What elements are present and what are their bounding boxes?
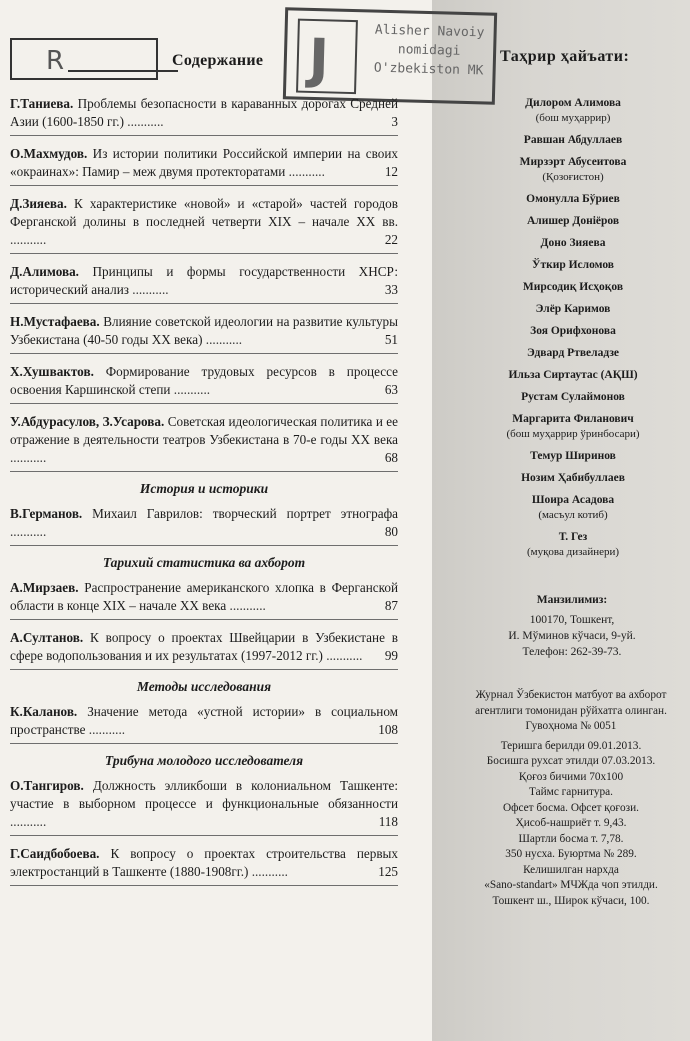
toc-entry-dots: ........... bbox=[285, 164, 325, 179]
toc-entry-author: У.Абдурасулов, З.Усарова. bbox=[10, 414, 165, 429]
board-member bbox=[498, 493, 648, 523]
toc-entry bbox=[10, 505, 398, 546]
board-member bbox=[498, 302, 648, 317]
toc-entry-title: Из истории политики Российской империи на своих «окраинах»: Памир – меж двумя протекторатами bbox=[10, 146, 399, 179]
table-of-contents bbox=[10, 95, 398, 895]
board-member-name: Ўткир Исломов bbox=[532, 259, 614, 271]
toc-entry-title: Значение метода «устной истории» в социальном пространстве bbox=[10, 704, 399, 737]
board-member-role: (масъул котиб) bbox=[538, 509, 608, 521]
toc-entry-page: 68 bbox=[384, 450, 398, 465]
toc-entry bbox=[10, 777, 398, 836]
board-member bbox=[498, 280, 648, 295]
board-member-name: Шоира Асадова bbox=[531, 494, 615, 506]
toc-section-heading: Методы исследования bbox=[136, 679, 272, 694]
imprint-line: Таймс гарнитура. bbox=[529, 786, 613, 798]
toc-entry-page: 108 bbox=[378, 722, 398, 737]
toc-entry bbox=[10, 845, 398, 886]
toc-entry-author: Д.Зияева. bbox=[10, 196, 67, 211]
stamp-r-letter: R bbox=[46, 46, 65, 76]
library-stamp-letter: J bbox=[308, 26, 330, 91]
board-member-name: Маргарита Филанович bbox=[512, 413, 634, 425]
toc-entry-dots: ........... bbox=[322, 648, 363, 663]
stamp-r bbox=[10, 38, 158, 80]
board-member bbox=[498, 236, 648, 251]
toc-entry bbox=[10, 629, 398, 670]
board-member-role: (бош муҳаррир ўринбосари) bbox=[506, 428, 640, 440]
address-line: 100170, Тошкент, bbox=[529, 614, 615, 626]
board-member bbox=[498, 96, 648, 126]
editorial-board bbox=[498, 96, 648, 567]
editorial-board-title: Таҳрир ҳайъати: bbox=[500, 48, 630, 65]
imprint-line: Келишилган нархда bbox=[523, 863, 619, 876]
library-stamp-line: O'zbekiston MK bbox=[373, 60, 484, 79]
toc-entry-dots: ........... bbox=[10, 814, 47, 829]
toc-entry-page: 22 bbox=[384, 232, 398, 247]
board-member-name: Темур Ширинов bbox=[530, 450, 616, 462]
board-member bbox=[498, 324, 648, 339]
toc-entry-title: К вопросу о проектах Швейцарии в Узбекистане в сфере водопользования и их результатах (1997-2012 гг.) bbox=[10, 630, 398, 663]
board-member-name: Дилором Алимова bbox=[525, 97, 621, 109]
board-member bbox=[498, 133, 648, 148]
toc-entry-title: К вопросу о проектах строительства первых электростанций в Ташкенте (1880-1908гг.) bbox=[10, 846, 399, 879]
imprint-line: Журнал Ўзбекистон матбуот ва ахборот агентлиги томонидан рўйхатга олинган. Гувоҳнома № 0051 bbox=[475, 689, 667, 732]
board-member-name: Эдвард Ртвеладзе bbox=[526, 347, 620, 359]
toc-entry-page: 125 bbox=[378, 864, 398, 879]
board-member-name: Мирсодиқ Исҳоқов bbox=[522, 281, 624, 293]
board-member bbox=[498, 449, 648, 464]
board-member-name: Доно Зияева bbox=[540, 237, 606, 249]
toc-entry-title: К характеристике «новой» и «старой» частей городов Ферганской долины в последней четверти XIX – начале XX вв. bbox=[10, 196, 398, 229]
board-member-role: (муқова дизайнери) bbox=[526, 546, 620, 558]
imprint-line: Шартли босма т. 7,78. bbox=[518, 832, 624, 845]
toc-entry-title: Проблемы безопасности в караванных дорогах Средней Азии (1600-1850 гг.) bbox=[10, 96, 398, 129]
toc-entry-title: Формирование трудовых ресурсов в процессе освоения Каршинской степи bbox=[10, 364, 398, 397]
toc-entry-title: Советская идеологическая политика и ее отражение в деятельности театров Узбекистана в 70-е годы XX века bbox=[10, 414, 399, 447]
address-heading: Манзилимиз: bbox=[536, 594, 608, 606]
library-stamp-text bbox=[362, 20, 495, 80]
toc-entry-author: А.Султанов. bbox=[10, 630, 84, 645]
board-member-name: Зоя Орифхонова bbox=[530, 325, 616, 337]
toc-entry-author: Н.Мустафаева. bbox=[10, 314, 100, 329]
board-member-name: Омонулла Бўриев bbox=[526, 193, 620, 205]
board-member bbox=[498, 368, 648, 383]
toc-entry-author: Г.Таниева. bbox=[10, 96, 74, 111]
toc-entry bbox=[10, 579, 398, 620]
toc-entry-title: Должность элликбоши в колониальном Ташкенте: участие в выборном процессе и функциональные обязанности bbox=[10, 778, 398, 811]
board-member bbox=[498, 155, 648, 185]
toc-entry-title: Принципы и формы государственности ХНСР: исторический анализ bbox=[10, 264, 399, 297]
library-stamp-line: Alisher Navoiy bbox=[374, 22, 485, 41]
toc-entry-title: Михаил Гаврилов: творческий портрет этнографа bbox=[92, 506, 398, 521]
board-member-name: Мирзэрт Абусеитова bbox=[519, 156, 627, 168]
toc-entry-author: А.Мирзаев. bbox=[10, 580, 79, 595]
toc-entry-title: Распространение американского хлопка в Ферганской области в конце XIX – начале XX века bbox=[10, 580, 399, 613]
board-member-role: (Қозоғистон) bbox=[542, 171, 604, 183]
toc-entry bbox=[10, 363, 398, 404]
toc-section-heading: Трибуна молодого исследователя bbox=[104, 753, 304, 768]
toc-entry-page: 80 bbox=[384, 524, 398, 539]
board-member-name: Равшан Абдуллаев bbox=[523, 134, 623, 146]
address-line: И. Мўминов кўчаси, 9-уй. bbox=[508, 630, 636, 642]
toc-entry-dots: ........... bbox=[248, 864, 288, 879]
board-member bbox=[498, 214, 648, 229]
board-member bbox=[498, 258, 648, 273]
toc-entry-author: О.Тангиров. bbox=[10, 778, 84, 793]
toc-entry-title: Влияние советской идеологии на развитие культуры Узбекистана (40-50 годы XX века) bbox=[10, 314, 398, 347]
address-line: Телефон: 262-39-73. bbox=[522, 646, 622, 658]
toc-entry-page: 118 bbox=[378, 814, 398, 829]
toc-entry bbox=[10, 145, 398, 186]
toc-entry-dots: ........... bbox=[170, 382, 211, 397]
toc-entry-author: Д.Алимова. bbox=[10, 264, 79, 279]
address-block bbox=[462, 592, 682, 660]
imprint-line: Тошкент ш., Широк кўчаси, 100. bbox=[492, 894, 650, 907]
board-member bbox=[498, 412, 648, 442]
toc-entry-author: Г.Саидбобоева. bbox=[10, 846, 100, 861]
library-stamp-logo bbox=[296, 19, 358, 95]
toc-entry-dots: ........... bbox=[226, 598, 266, 613]
library-stamp-line: nomidagi bbox=[397, 42, 461, 59]
toc-entry-page: 12 bbox=[384, 164, 398, 179]
board-member-role: (бош муҳаррир) bbox=[535, 112, 611, 124]
toc-entry-dots: ........... bbox=[128, 282, 169, 297]
toc-entry bbox=[10, 195, 398, 254]
board-member-name: Рустам Сулаймонов bbox=[521, 391, 625, 403]
toc-entry bbox=[10, 95, 398, 136]
board-member-name: Алишер Доніёров bbox=[526, 215, 620, 227]
imprint-line: Босишга рухсат этилди 07.03.2013. bbox=[486, 755, 656, 767]
toc-title: Содержание bbox=[172, 52, 264, 69]
toc-entry bbox=[10, 703, 398, 744]
toc-entry-author: Х.Хушвактов. bbox=[10, 364, 94, 379]
board-member-name: Элёр Каримов bbox=[535, 303, 611, 315]
imprint-line: Теришга берилди 09.01.2013. bbox=[500, 739, 642, 752]
board-member bbox=[498, 346, 648, 361]
toc-entry-dots: ........... bbox=[85, 722, 126, 737]
imprint-line: Қоғоз бичими 70х100 bbox=[518, 770, 624, 783]
imprint-line: Ҳисоб-нашриёт т. 9,43. bbox=[515, 817, 627, 829]
toc-entry-dots: ........... bbox=[10, 450, 47, 465]
toc-entry-author: В.Германов. bbox=[10, 506, 83, 521]
toc-section-heading: История и историки bbox=[139, 481, 269, 496]
toc-entry-page: 3 bbox=[391, 114, 398, 129]
toc-section-heading: Тарихий статистика ва ахборот bbox=[102, 555, 306, 570]
toc-entry bbox=[10, 413, 398, 472]
toc-entry-dots: ........... bbox=[10, 524, 47, 539]
toc-entry-author: О.Махмудов. bbox=[10, 146, 88, 161]
library-stamp bbox=[283, 7, 497, 105]
board-member-name: Нозим Ҳабибуллаев bbox=[521, 472, 625, 484]
toc-entry-page: 63 bbox=[384, 382, 398, 397]
imprint-line: «Sano-standart» МЧЖда чоп этилди. bbox=[484, 879, 658, 891]
imprint-line: Офсет босма. Офсет қоғози. bbox=[503, 801, 639, 814]
board-member bbox=[498, 192, 648, 207]
toc-entry-page: 33 bbox=[384, 282, 398, 297]
toc-entry-dots: ........... bbox=[202, 332, 243, 347]
toc-entry-dots: ........... bbox=[10, 232, 47, 247]
toc-entry-page: 87 bbox=[384, 598, 398, 613]
toc-entry bbox=[10, 313, 398, 354]
toc-entry bbox=[10, 263, 398, 304]
board-member-name: Т. Гез bbox=[558, 531, 588, 543]
stamp-r-line bbox=[68, 70, 178, 72]
board-member bbox=[498, 390, 648, 405]
imprint-line: 350 нусха. Буюртма № 289. bbox=[505, 848, 637, 860]
board-member bbox=[498, 471, 648, 486]
toc-entry-dots: ........... bbox=[124, 114, 164, 129]
board-member bbox=[498, 530, 648, 560]
toc-entry-page: 51 bbox=[384, 332, 398, 347]
imprint-block bbox=[458, 688, 684, 909]
board-member-name: Ильза Сиртаутас (АҚШ) bbox=[508, 369, 638, 381]
toc-entry-author: К.Каланов. bbox=[10, 704, 78, 719]
toc-entry-page: 99 bbox=[384, 648, 398, 663]
